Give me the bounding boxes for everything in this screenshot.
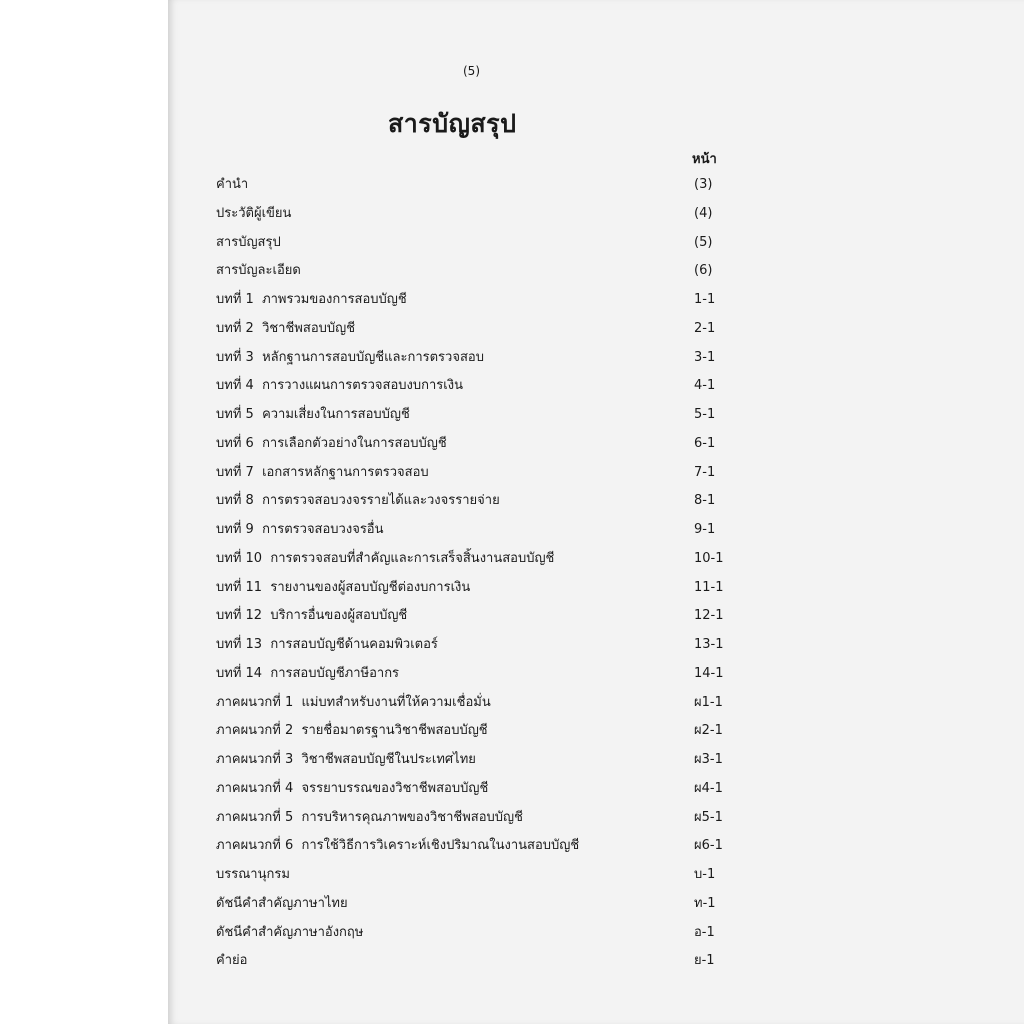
- toc-entry-label: [216, 778, 488, 800]
- toc-entry-label: [216, 462, 429, 484]
- toc-entry-label: [216, 950, 247, 972]
- toc-entry-prefix: บทที่ 4: [216, 378, 254, 394]
- toc-entry-label: [216, 203, 291, 225]
- toc-entry-prefix: บทที่ 13: [216, 637, 263, 652]
- toc-entry-prefix: ภาคผนวกที่ 3: [216, 752, 294, 767]
- toc-entry-title: รายชื่อมาตรฐานวิชาชีพสอบบัญชี: [301, 723, 488, 739]
- toc-entry: [216, 692, 736, 714]
- toc-entry-page: ผ4-1: [694, 780, 723, 796]
- toc-entry-prefix: บทที่ 9: [216, 522, 254, 537]
- toc-entry-page: ย-1: [694, 953, 715, 969]
- toc-entry-page: ผ5-1: [694, 809, 723, 825]
- toc-entry-page: ท-1: [694, 895, 716, 911]
- page-number: (5): [463, 64, 480, 78]
- toc-entry-page: 12-1: [694, 608, 724, 624]
- toc-entry-label: [216, 692, 491, 714]
- toc-entry-page: ผ1-1: [694, 694, 723, 710]
- toc-entry-title: การตรวจสอบวงจรอื่น: [262, 522, 384, 537]
- toc-entry: [216, 232, 736, 254]
- toc-entry: [216, 634, 736, 656]
- toc-entry: [216, 404, 736, 426]
- toc-entry-title: จรรยาบรรณของวิชาชีพสอบบัญชี: [301, 780, 489, 796]
- toc-entry-title: การเลือกตัวอย่างในการสอบบัญชี: [262, 435, 447, 451]
- toc-entry-title: การวางแผนการตรวจสอบงบการเงิน: [262, 378, 463, 394]
- toc-entry-prefix: ภาคผนวกที่ 1: [216, 694, 294, 710]
- toc-entry-prefix: บทที่ 8: [216, 493, 254, 509]
- toc-entry-label: [216, 548, 554, 570]
- toc-entry-label: [216, 864, 290, 886]
- page-column-header: หน้า: [692, 152, 717, 167]
- toc-entry-title: วิชาชีพสอบบัญชีในประเทศไทย: [301, 752, 476, 767]
- toc-entry-page: (4): [694, 205, 713, 221]
- toc-entry: [216, 663, 736, 685]
- toc-entry-page: อ-1: [694, 924, 715, 940]
- page-title: สารบัญสรุป: [388, 109, 517, 138]
- toc-entry-prefix: บทที่ 2: [216, 320, 254, 336]
- toc-entry-label: [216, 318, 355, 340]
- toc-entry-prefix: ภาคผนวกที่ 6: [216, 838, 294, 854]
- toc-entry-label: [216, 577, 470, 599]
- toc-entry-label: [216, 174, 248, 196]
- toc-entry: [216, 375, 736, 397]
- toc-entry-page: 10-1: [694, 550, 724, 566]
- toc-entry-page: 14-1: [694, 665, 724, 681]
- toc-entry: [216, 289, 736, 311]
- toc-entry: [216, 462, 736, 484]
- toc-entry: [216, 950, 736, 972]
- toc-entry-prefix: ภาคผนวกที่ 2: [216, 723, 294, 739]
- toc-entry-page: 9-1: [694, 522, 716, 537]
- toc-entry-page: 7-1: [694, 464, 716, 480]
- toc-entry-label: [216, 663, 399, 685]
- toc-entry-page: บ-1: [694, 867, 716, 882]
- toc-entry-title: ดัชนีคำสำคัญภาษาอังกฤษ: [216, 924, 364, 940]
- toc-entry-label: [216, 807, 523, 829]
- toc-entry-label: [216, 835, 579, 857]
- toc-entry-page: 6-1: [694, 435, 716, 451]
- toc-entry-label: [216, 260, 301, 282]
- toc-entry-title: การตรวจสอบที่สำคัญและการเสร็จสิ้นงานสอบบัญชี: [270, 550, 555, 566]
- toc-entry-page: 13-1: [694, 637, 724, 652]
- toc-entry-title: ประวัติผู้เขียน: [216, 205, 292, 221]
- toc-entry-title: บริการอื่นของผู้สอบบัญชี: [270, 608, 408, 624]
- toc-entry-prefix: บทที่ 5: [216, 407, 254, 422]
- toc-entry-title: การสอบบัญชีด้านคอมพิวเตอร์: [270, 637, 438, 652]
- toc-entry-page: 8-1: [694, 493, 716, 509]
- toc-entry-prefix: บทที่ 14: [216, 665, 263, 681]
- toc-entry: [216, 433, 736, 455]
- toc-entry: [216, 203, 736, 225]
- toc-entry: [216, 318, 736, 340]
- toc-entry: [216, 778, 736, 800]
- toc-entry-title: สารบัญสรุป: [216, 234, 281, 250]
- toc-entry-page: (6): [694, 263, 713, 279]
- toc-entry-title: วิชาชีพสอบบัญชี: [262, 320, 356, 336]
- toc-entry: [216, 605, 736, 627]
- toc-entry-label: [216, 404, 410, 426]
- toc-entry: [216, 548, 736, 570]
- toc-entry-page: (5): [694, 234, 713, 250]
- toc-entry: [216, 922, 736, 944]
- toc-entry-page: ผ3-1: [694, 752, 723, 767]
- toc-entry-prefix: บทที่ 11: [216, 579, 263, 595]
- toc-entry-prefix: บทที่ 6: [216, 435, 254, 451]
- toc-entry-title: คำย่อ: [216, 953, 248, 969]
- toc-entry-label: [216, 605, 407, 627]
- toc-entry-label: [216, 232, 281, 254]
- toc-entry: [216, 490, 736, 512]
- toc-entry: [216, 749, 736, 771]
- toc-entry-title: แม่บทสำหรับงานที่ให้ความเชื่อมั่น: [301, 694, 491, 710]
- toc-entry-title: รายงานของผู้สอบบัญชีต่องบการเงิน: [270, 579, 471, 595]
- toc-entry: [216, 174, 736, 196]
- toc-entry-title: การตรวจสอบวงจรรายได้และวงจรรายจ่าย: [262, 493, 500, 509]
- toc-entry: [216, 347, 736, 369]
- toc-entry-title: ดัชนีคำสำคัญภาษาไทย: [216, 895, 348, 911]
- toc-entry-page: (3): [694, 177, 713, 192]
- toc-entry-page: ผ2-1: [694, 723, 723, 739]
- toc-entry-label: [216, 490, 500, 512]
- toc-entry-label: [216, 922, 363, 944]
- toc-entry: [216, 260, 736, 282]
- toc-entry: [216, 720, 736, 742]
- toc-entry-title: การใช้วิธีการวิเคราะห์เชิงปริมาณในงานสอบบัญชี: [301, 838, 580, 854]
- toc-entry-title: เอกสารหลักฐานการตรวจสอบ: [262, 464, 429, 480]
- toc-entry-prefix: บทที่ 3: [216, 349, 254, 365]
- outer-margin: [0, 0, 170, 1024]
- toc-entry-title: บรรณานุกรม: [216, 867, 290, 882]
- toc-entry-page: 4-1: [694, 378, 716, 394]
- toc-entry-prefix: บทที่ 12: [216, 608, 263, 624]
- toc-entry: [216, 807, 736, 829]
- toc-entry: [216, 519, 736, 541]
- toc-entry-label: [216, 289, 407, 311]
- toc-entry-title: ภาพรวมของการสอบบัญชี: [262, 292, 407, 307]
- toc-entry-label: [216, 375, 463, 397]
- toc-entry-page: ผ6-1: [694, 838, 723, 854]
- toc-entry: [216, 864, 736, 886]
- toc-entry-prefix: บทที่ 7: [216, 464, 254, 480]
- toc-entry: [216, 577, 736, 599]
- toc-entry-page: 11-1: [694, 579, 724, 595]
- toc-entry-title: ความเสี่ยงในการสอบบัญชี: [262, 407, 410, 422]
- toc-entry-prefix: บทที่ 1: [216, 292, 254, 307]
- toc-entry-label: [216, 519, 384, 541]
- toc-entry-page: 2-1: [694, 320, 716, 336]
- toc-entry-label: [216, 749, 476, 771]
- toc-entry-label: [216, 720, 488, 742]
- toc-entry-page: 3-1: [694, 349, 716, 365]
- toc-entry: [216, 835, 736, 857]
- toc-entry-title: คำนำ: [216, 177, 249, 192]
- toc-entry: [216, 893, 736, 915]
- toc-entry-label: [216, 433, 447, 455]
- toc-entry-title: หลักฐานการสอบบัญชีและการตรวจสอบ: [262, 349, 484, 365]
- toc-entry-prefix: บทที่ 10: [216, 550, 263, 566]
- toc-entry-prefix: ภาคผนวกที่ 4: [216, 780, 294, 796]
- toc-entry-label: [216, 893, 348, 915]
- toc-entry-title: การบริหารคุณภาพของวิชาชีพสอบบัญชี: [301, 809, 523, 825]
- toc-entry-page: 1-1: [694, 292, 716, 307]
- toc-entry-title: การสอบบัญชีภาษีอากร: [270, 665, 400, 681]
- toc-entry-title: สารบัญละเอียด: [216, 263, 301, 279]
- toc-entry-label: [216, 634, 438, 656]
- toc-entry-page: 5-1: [694, 407, 716, 422]
- toc-entry-prefix: ภาคผนวกที่ 5: [216, 809, 294, 825]
- toc-entry-label: [216, 347, 484, 369]
